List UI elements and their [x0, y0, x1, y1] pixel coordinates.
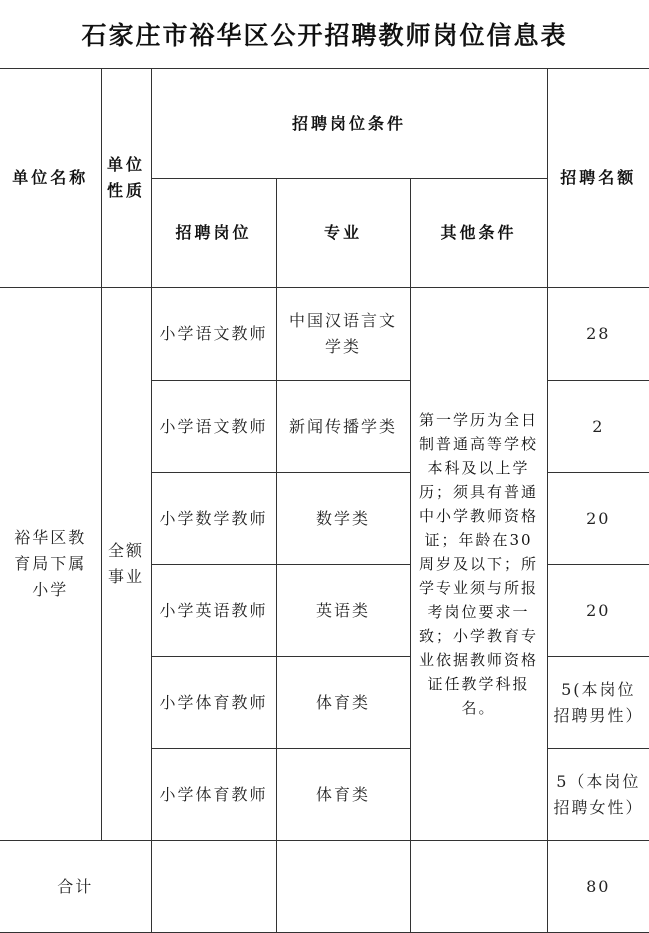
empty-cell	[151, 841, 276, 933]
other-conditions-cell: 第一学历为全日制普通高等学校本科及以上学历；须具有普通中小学教师资格证；年龄在30周岁及以下；所学专业须与所报考岗位要求一致；小学教育专业依据教师资格证任教学科报名。	[410, 288, 547, 841]
header-unit-nature: 单位性质	[101, 69, 151, 288]
unit-nature-cell: 全额事业	[101, 288, 151, 841]
position-cell: 小学语文教师	[151, 381, 276, 473]
page-title: 石家庄市裕华区公开招聘教师岗位信息表	[81, 21, 568, 50]
count-cell: 20	[547, 473, 649, 565]
count-cell: 28	[547, 288, 649, 381]
position-cell: 小学体育教师	[151, 749, 276, 841]
count-cell: 20	[547, 565, 649, 657]
total-label: 合计	[0, 841, 151, 933]
major-cell: 体育类	[276, 657, 410, 749]
count-cell: 5(本岗位招聘男性）	[547, 657, 649, 749]
table-row	[0, 288, 649, 381]
unit-name-cell: 裕华区教育局下属小学	[0, 288, 101, 841]
total-count: 80	[547, 841, 649, 933]
header-position: 招聘岗位	[151, 179, 276, 288]
empty-cell	[410, 841, 547, 933]
header-major: 专业	[276, 179, 410, 288]
header-count: 招聘名额	[547, 69, 649, 288]
position-cell: 小学英语教师	[151, 565, 276, 657]
position-cell: 小学体育教师	[151, 657, 276, 749]
header-unit-name: 单位名称	[0, 69, 101, 288]
total-row	[0, 841, 649, 933]
position-cell: 小学数学教师	[151, 473, 276, 565]
major-cell: 体育类	[276, 749, 410, 841]
count-cell: 2	[547, 381, 649, 473]
header-other: 其他条件	[410, 179, 547, 288]
major-cell: 新闻传播学类	[276, 381, 410, 473]
major-cell: 中国汉语言文学类	[276, 288, 410, 381]
header-conditions: 招聘岗位条件	[151, 69, 547, 179]
recruitment-table	[0, 68, 649, 933]
empty-cell	[276, 841, 410, 933]
count-cell: 5（本岗位招聘女性）	[547, 749, 649, 841]
position-cell: 小学语文教师	[151, 288, 276, 381]
major-cell: 英语类	[276, 565, 410, 657]
major-cell: 数学类	[276, 473, 410, 565]
